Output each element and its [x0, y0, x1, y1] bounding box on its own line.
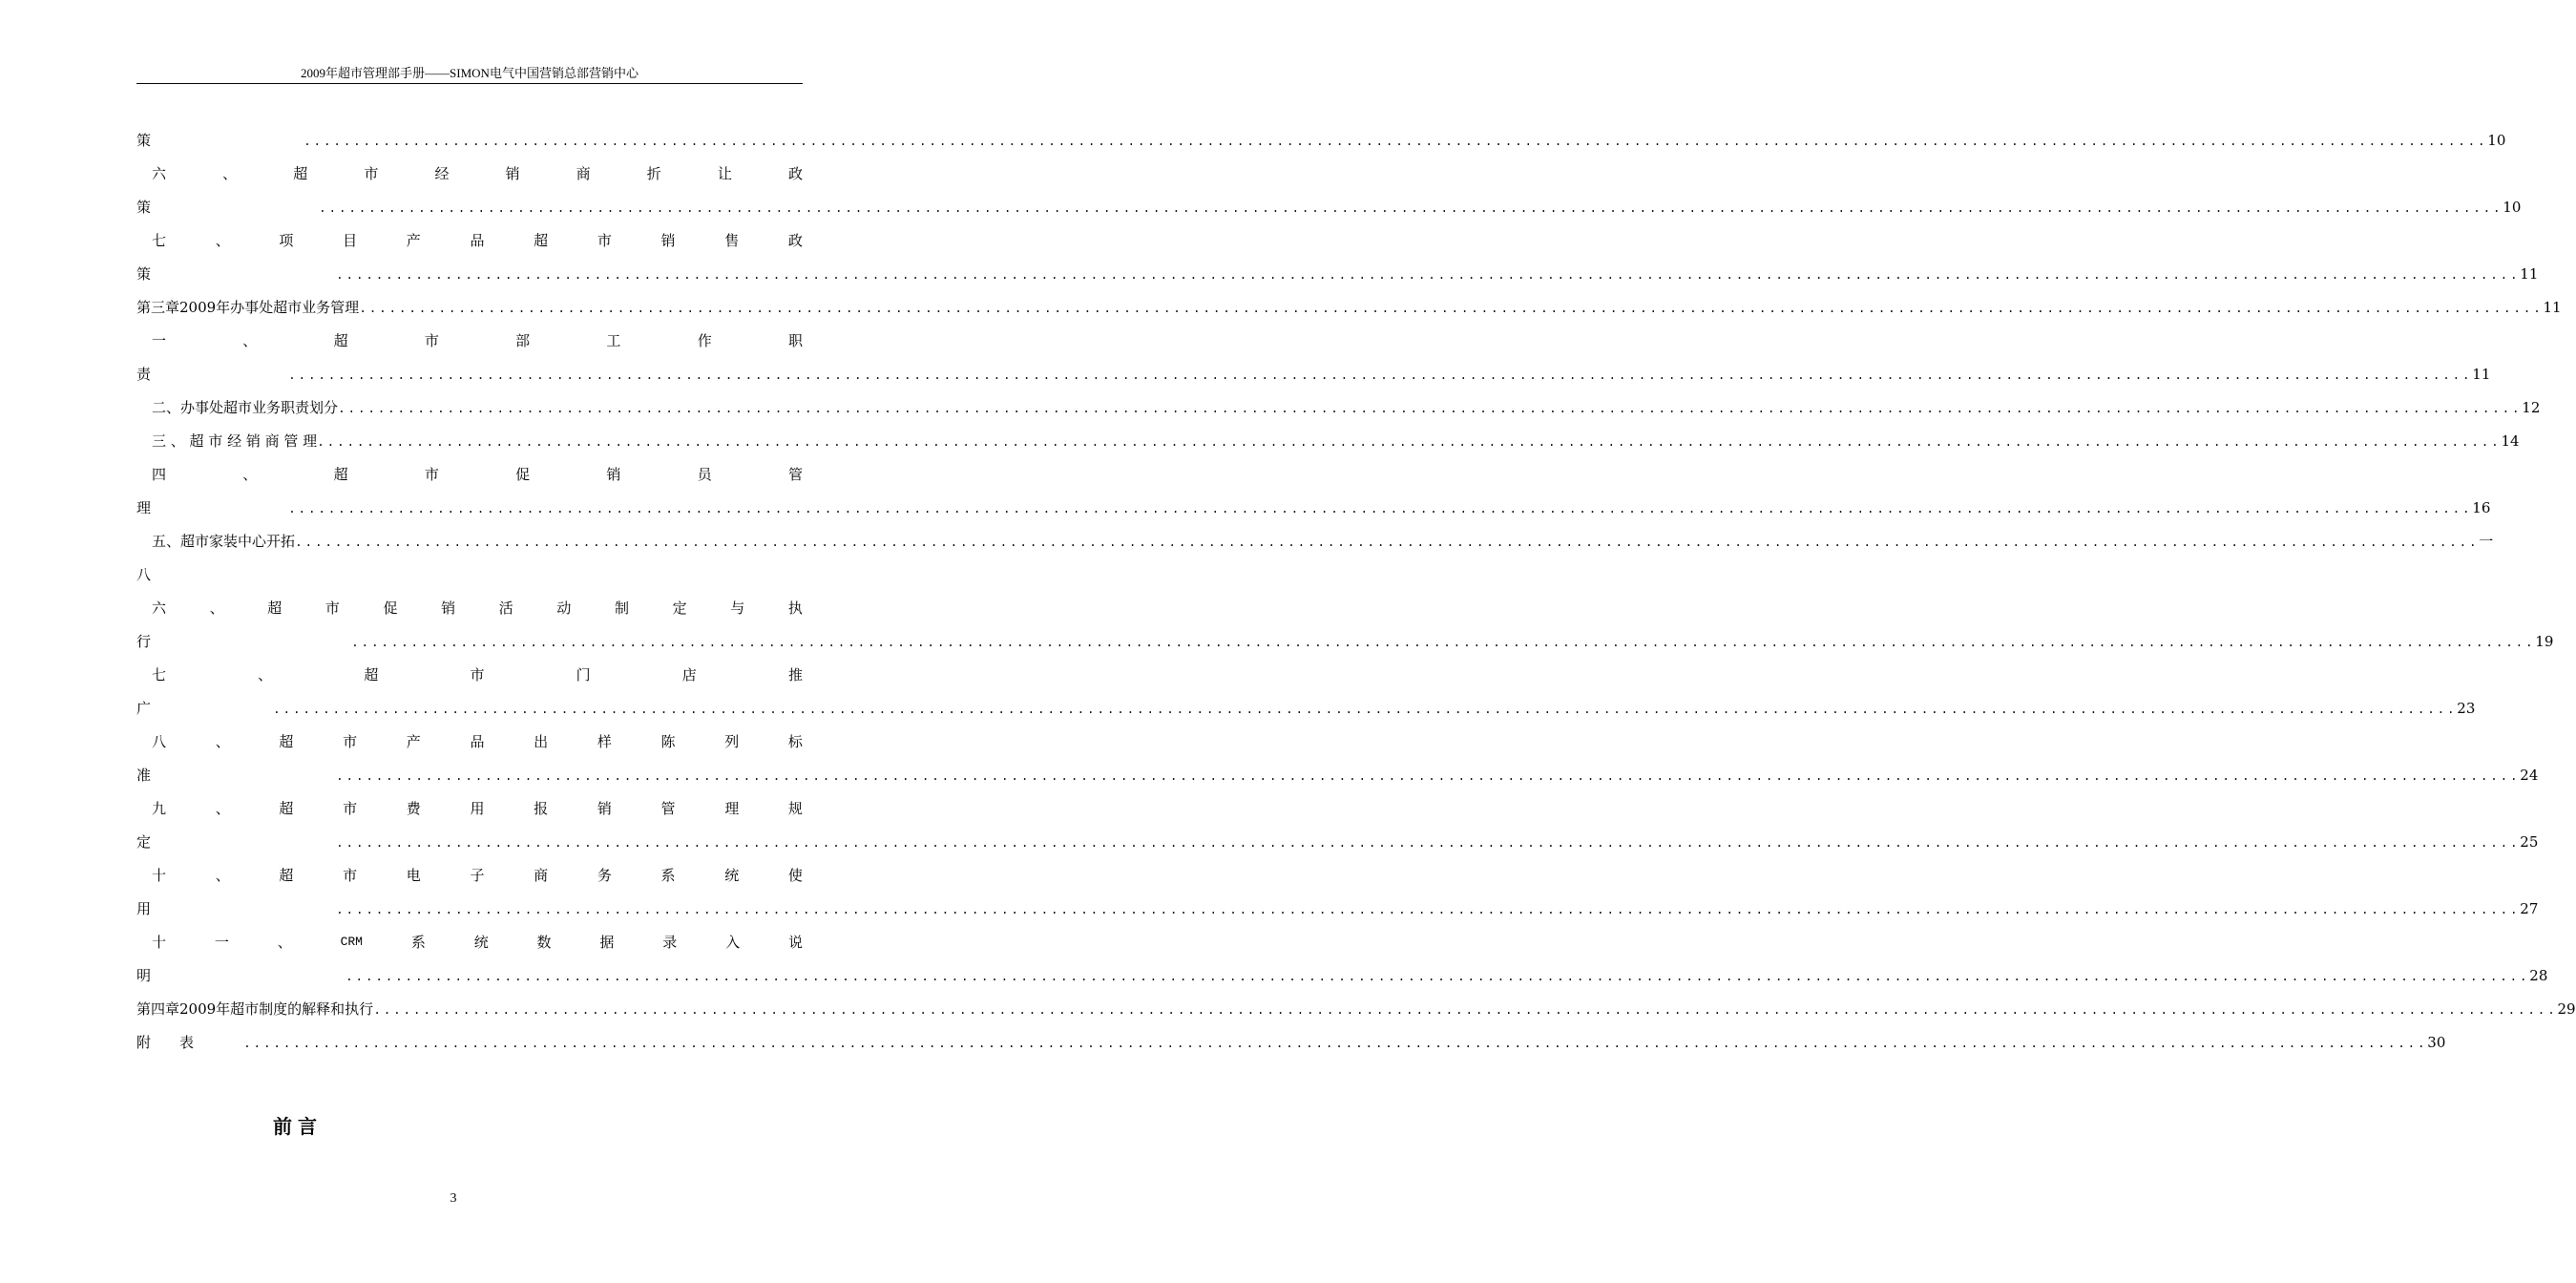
toc-entry-char: CRM	[340, 935, 363, 949]
toc-entry-char: 市	[343, 800, 358, 817]
toc-entry-char: 超	[279, 733, 294, 750]
toc-entry-char: 管	[660, 800, 676, 817]
toc-entry[interactable]	[136, 564, 803, 598]
toc-entry[interactable]	[136, 898, 2539, 932]
toc-entry-char: 、	[209, 599, 224, 617]
toc-entry[interactable]	[136, 598, 803, 631]
dot-leader: ............................................................................................................................................................................................................................	[373, 1003, 2558, 1018]
toc-entry-char: 执	[787, 599, 803, 617]
dot-leader: ............................................................................................................................................................................................................................	[288, 502, 2473, 516]
toc-entry-char: 市	[325, 599, 340, 617]
toc-entry-char: 市	[597, 232, 612, 249]
toc-entry[interactable]	[136, 163, 803, 197]
toc-entry-page: 25	[2520, 833, 2539, 851]
toc-entry-char: 市	[364, 165, 379, 182]
toc-entry-char: 超	[293, 165, 308, 182]
toc-entry-title: 定	[136, 833, 152, 851]
toc-entry-page: 10	[2487, 132, 2506, 149]
toc-entry-title: 三 、 超 市 经 销 商 管 理	[152, 432, 318, 450]
toc-entry-char: 四	[152, 466, 167, 483]
dot-leader: ............................................................................................................................................................................................................................	[336, 836, 2521, 851]
toc-entry-char: 、	[215, 867, 230, 884]
toc-entry-char: 子	[470, 867, 485, 884]
toc-entry-char: 政	[787, 165, 803, 182]
toc-entry[interactable]	[136, 932, 803, 965]
toc-entry[interactable]	[136, 497, 2491, 531]
toc-entry-char: 、	[222, 165, 238, 182]
toc-entry-char: 商	[534, 867, 549, 884]
dot-leader: ............................................................................................................................................................................................................................	[288, 368, 2473, 383]
header-rule	[136, 83, 803, 84]
toc-entry-char: 、	[242, 466, 258, 483]
toc-entry-char: 产	[406, 733, 421, 750]
toc-entry-char: 销	[441, 599, 456, 617]
toc-entry-char: 市	[424, 466, 439, 483]
toc-entry-char: 录	[662, 934, 678, 951]
dot-leader: ............................................................................................................................................................................................................................	[336, 268, 2521, 283]
toc-entry-char: 理	[724, 800, 740, 817]
toc-entry-char: 十	[152, 867, 167, 884]
toc-entry-page: 12	[2522, 399, 2541, 416]
toc-entry[interactable]	[136, 397, 2541, 431]
dot-leader: ............................................................................................................................................................................................................................	[295, 536, 2480, 550]
dot-leader: ............................................................................................................................................................................................................................	[351, 636, 2536, 650]
toc-entry-char: 市	[424, 332, 439, 349]
dot-leader: ............................................................................................................................................................................................................................	[319, 201, 2503, 216]
toc-entry-char: 一	[214, 934, 229, 951]
toc-entry-char: 超	[333, 466, 348, 483]
toc-entry[interactable]	[136, 1032, 2446, 1065]
toc-entry-char: 售	[724, 232, 740, 249]
toc-entry-char: 、	[215, 232, 230, 249]
toc-entry-char: 项	[279, 232, 294, 249]
toc-entry-char: 职	[787, 332, 803, 349]
toc-entry[interactable]	[136, 631, 2554, 664]
toc-entry[interactable]	[136, 731, 803, 765]
toc-entry-page: 29	[2557, 1000, 2576, 1018]
toc-entry-char: 规	[787, 800, 803, 817]
toc-entry[interactable]	[136, 130, 2506, 163]
toc-entry-char: 折	[646, 165, 661, 182]
toc-entry-char: 员	[697, 466, 712, 483]
toc-entry-char: 品	[470, 733, 485, 750]
toc-entry-char: 入	[725, 934, 741, 951]
dot-leader: ............................................................................................................................................................................................................................	[336, 769, 2521, 784]
toc-entry[interactable]	[136, 865, 803, 898]
toc-entry-char: 据	[599, 934, 615, 951]
toc-entry-char: 一	[152, 332, 167, 349]
toc-entry-page: 24	[2520, 767, 2539, 784]
toc-entry-char: 样	[597, 733, 612, 750]
toc-entry-char: 务	[597, 867, 612, 884]
toc-entry-page: 23	[2457, 700, 2476, 717]
toc-entry-char: 统	[724, 867, 740, 884]
toc-entry-char: 超	[364, 666, 379, 684]
toc-entry-char: 市	[343, 867, 358, 884]
toc-entry-page: 27	[2520, 900, 2539, 917]
toc-entry-char: 超	[267, 599, 283, 617]
toc-entry-char: 系	[410, 934, 426, 951]
toc-entry-char: 超	[333, 332, 348, 349]
toc-entry[interactable]	[136, 431, 2520, 464]
toc-entry-char: 、	[258, 666, 273, 684]
toc-entry-page: 11	[2520, 265, 2539, 283]
toc-entry-page: 一	[2479, 533, 2494, 550]
toc-entry-char: 促	[383, 599, 398, 617]
dot-leader: ............................................................................................................................................................................................................................	[336, 903, 2521, 917]
toc-entry-title: 策	[136, 265, 152, 283]
toc-entry[interactable]	[136, 798, 803, 831]
toc-entry-page: 19	[2535, 633, 2554, 650]
toc-entry-title: 广	[136, 700, 152, 717]
toc-entry-title: 二、办事处超市业务职责划分	[152, 399, 339, 416]
toc-entry-char: 六	[152, 599, 167, 617]
toc-entry[interactable]	[136, 464, 803, 497]
dot-leader: ............................................................................................................................................................................................................................	[359, 302, 2544, 316]
toc-entry-char: 超	[534, 232, 549, 249]
toc-entry-char: 说	[787, 934, 803, 951]
toc-entry-title: 用	[136, 900, 152, 917]
toc-entry-title: 行	[136, 633, 152, 650]
toc-entry-title: 第四章2009年超市制度的解释和执行	[136, 1000, 374, 1018]
toc-entry-char: 数	[536, 934, 552, 951]
dot-leader: ............................................................................................................................................................................................................................	[338, 402, 2523, 416]
toc-entry-char: 动	[556, 599, 572, 617]
toc-entry-char: 十	[152, 934, 167, 951]
toc-entry[interactable]	[136, 263, 2539, 297]
toc-entry-char: 目	[343, 232, 358, 249]
toc-entry-char: 、	[242, 332, 258, 349]
toc-entry-char: 活	[498, 599, 513, 617]
toc-entry-char: 九	[152, 800, 167, 817]
toc-entry-char: 、	[277, 934, 292, 951]
toc-entry-char: 七	[152, 666, 167, 684]
toc-entry-char: 系	[660, 867, 676, 884]
toc-entry-char: 产	[406, 232, 421, 249]
toc-entry-char: 定	[672, 599, 687, 617]
toc-entry[interactable]	[136, 364, 2491, 397]
dot-leader: ............................................................................................................................................................................................................................	[273, 703, 2458, 717]
toc-entry-title: 责	[136, 366, 152, 383]
toc-entry-char: 费	[406, 800, 421, 817]
toc-entry[interactable]	[136, 999, 2576, 1032]
toc-entry[interactable]	[136, 330, 803, 364]
toc-entry-title: 理	[136, 499, 152, 516]
toc-entry[interactable]	[136, 831, 2539, 865]
toc-entry[interactable]	[136, 197, 2522, 230]
toc-entry-char: 销	[597, 800, 612, 817]
toc-entry-page: 14	[2501, 432, 2520, 450]
toc-entry-char: 门	[576, 666, 591, 684]
toc-entry-title: 明	[136, 967, 152, 984]
toc-entry-title: 八	[136, 566, 152, 583]
toc-entry-char: 管	[787, 466, 803, 483]
toc-entry-char: 推	[787, 666, 803, 684]
toc-entry-char: 统	[473, 934, 489, 951]
toc-entry-char: 市	[470, 666, 485, 684]
toc-entry-char: 销	[660, 232, 676, 249]
toc-entry[interactable]	[136, 531, 2494, 564]
dot-leader: ............................................................................................................................................................................................................................	[346, 970, 2530, 984]
toc-entry[interactable]	[136, 664, 803, 698]
toc-entry-title: 附 表	[136, 1034, 195, 1051]
toc-entry[interactable]	[136, 965, 2548, 999]
toc-entry-char: 促	[515, 466, 531, 483]
toc-entry-char: 出	[534, 733, 549, 750]
toc-entry-page: 11	[2472, 366, 2491, 383]
toc-entry-char: 超	[279, 867, 294, 884]
toc-entry-char: 、	[215, 800, 230, 817]
toc-entry-char: 经	[434, 165, 450, 182]
dot-leader: ............................................................................................................................................................................................................................	[243, 1037, 2428, 1051]
foreword-heading: 前言	[273, 1115, 323, 1138]
toc-entry-char: 与	[730, 599, 745, 617]
dot-leader: ............................................................................................................................................................................................................................	[317, 435, 2502, 450]
toc-entry-page: 16	[2472, 499, 2491, 516]
toc-entry-char: 作	[697, 332, 712, 349]
toc-entry-char: 制	[615, 599, 630, 617]
toc-entry-char: 电	[406, 867, 421, 884]
toc-entry-page: 30	[2427, 1034, 2446, 1051]
toc-entry-title: 策	[136, 132, 152, 149]
toc-entry-char: 品	[470, 232, 485, 249]
toc-entry-page: 11	[2543, 299, 2562, 316]
toc-entry-char: 市	[343, 733, 358, 750]
toc-entry-char: 部	[515, 332, 531, 349]
toc-entry[interactable]	[136, 765, 2539, 798]
toc-entry-char: 标	[787, 733, 803, 750]
toc-entry-page: 28	[2529, 967, 2548, 984]
toc-entry[interactable]	[136, 230, 803, 263]
toc-entry[interactable]	[136, 698, 2476, 731]
toc-entry-char: 销	[606, 466, 621, 483]
toc-entry-char: 店	[681, 666, 697, 684]
toc-entry-char: 陈	[660, 733, 676, 750]
running-header: 2009年超市管理部手册——SIMON电气中国营销总部营销中心	[301, 66, 639, 80]
toc-entry[interactable]	[136, 297, 2562, 330]
toc-entry-title: 五、超市家装中心开拓	[152, 533, 296, 550]
toc-entry-char: 列	[724, 733, 740, 750]
toc-entry-char: 超	[279, 800, 294, 817]
toc-entry-page: 10	[2503, 199, 2522, 216]
table-of-contents	[136, 130, 2576, 1065]
dot-leader: ............................................................................................................................................................................................................................	[304, 135, 2488, 149]
toc-entry-char: 八	[152, 733, 167, 750]
toc-entry-char: 商	[576, 165, 591, 182]
toc-entry-char: 让	[717, 165, 732, 182]
toc-entry-char: 政	[787, 232, 803, 249]
toc-entry-char: 六	[152, 165, 167, 182]
toc-entry-title: 策	[136, 199, 152, 216]
toc-entry-char: 销	[505, 165, 520, 182]
page-number: 3	[450, 1191, 457, 1206]
toc-entry-char: 工	[606, 332, 621, 349]
toc-entry-char: 使	[787, 867, 803, 884]
toc-entry-title: 第三章2009年办事处超市业务管理	[136, 299, 360, 316]
toc-entry-char: 用	[470, 800, 485, 817]
toc-entry-char: 报	[534, 800, 549, 817]
toc-entry-title: 准	[136, 767, 152, 784]
toc-entry-char: 七	[152, 232, 167, 249]
toc-entry-char: 、	[215, 733, 230, 750]
